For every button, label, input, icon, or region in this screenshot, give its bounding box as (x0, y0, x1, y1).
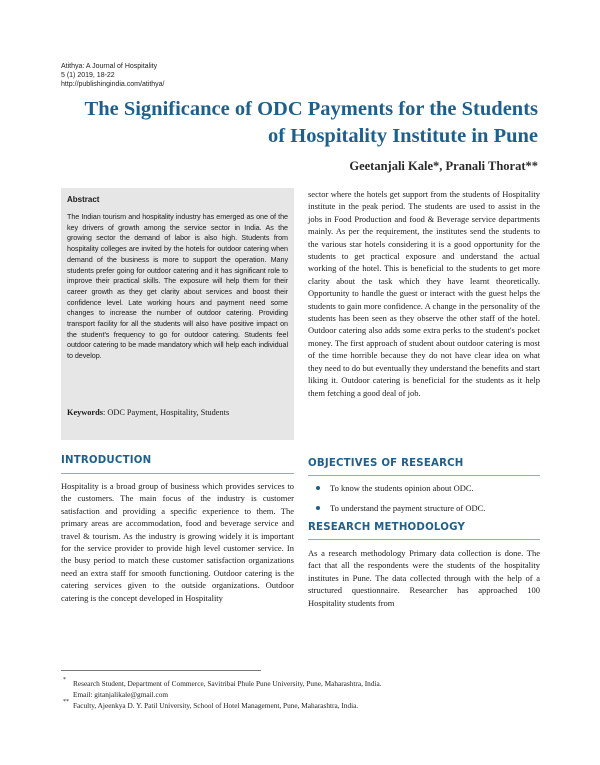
author-list: Geetanjali Kale*, Pranali Thorat** (349, 159, 538, 173)
keywords-text: : ODC Payment, Hospitality, Students (102, 408, 230, 417)
introduction-heading: INTRODUCTION (61, 455, 152, 466)
journal-info (61, 62, 165, 89)
body-text-right: sector where the hotels get support from the students of Hospitality institute in the peak period. The students are used to assist in the jobs in Food Production and food & Beverage service departments mainly. As per the requirement, the institutes send the students to the various star hotels considering it is a good opportunity for the students to get practical exposure and understand the actual working of the hotel. This is beneficial to the students to get more clarity about the task which they have learnt theoretically. Opportunity to handle the guest or interact with the guest helps the students to gain more confidence. A change in the personality of the students has been seen as they observe the other staff of the hotel. Outdoor catering also adds some extra perks to the student's pocket money. The first approach of student about outdoor catering is most of the time horrible because they do not have clear idea on what they need to do but eventually they understand the benefits and start liking it. Outdoor catering is beneficial for the students as it help them fetching a good deal of job. (308, 189, 540, 398)
methodology-text: As a research methodology Primary data collection is done. The fact that all the respondents were the students of the hospitality institutes in Pune. The data collected through with the help of a structured questionnaire. Researcher has approached 100 Hospitality students from (308, 548, 540, 608)
methodology-heading: RESEARCH METHODOLOGY (308, 522, 466, 533)
methodology-rule (308, 539, 540, 540)
footnote-author-1 (61, 678, 541, 689)
journal-url[interactable]: http://publishingindia.com/atithya/ (61, 81, 165, 88)
footnote-author-2 (61, 700, 541, 711)
objectives-list (310, 482, 540, 522)
footnote-email (61, 689, 541, 700)
abstract-heading: Abstract (67, 195, 100, 204)
footnote-text: Research Student, Department of Commerce, Savitribai Phule Pune University, Pune, Maharashtra, India. (73, 679, 382, 688)
keywords (67, 408, 229, 417)
abstract-text: The Indian tourism and hospitality industry has emerged as one of the key drivers of growth among the service sector in India. As the growing sector the demand of labor is also high. Students from hospitality colleges are invited by the hotels for outdoor catering when demand of the business is more to support the operation. Many students prefer going for outdoor catering and it has significant role to improve their practical skills. The exposure will help them for their career growth as they get clarity about services and boost their confidence level. Late working hours and payment need some changes to increase the number of outdoor catering. Providing transport facility for all the students will also have positive impact on the student's frequency to go for outdoor catering. Students feel outdoor catering to be made mandatory which will help each individual to develop. (67, 212, 288, 361)
introduction-rule (61, 473, 294, 474)
objectives-rule (308, 475, 540, 476)
abstract-box (61, 188, 294, 440)
footnote-text: Faculty, Ajeenkya D. Y. Patil University, School of Hotel Management, Pune, Maharashtra, India. (73, 701, 359, 710)
introduction-text: Hospitality is a broad group of business which provides services to the customers. The main focus of the industry is customer satisfaction and providing a specific experience to them. The primary areas are accommodation, food and beverage service and travel & tourism. As the industry is growing widely it is important for the service provider to provide high level customer service. In the busy period to match these customer satisfaction organizations need an extra staff for smooth functioning. Outdoor catering is the catering services given to the outside organizations. Outdoor catering is the concept developed in Hospitality (61, 481, 294, 603)
keywords-label: Keywords (67, 408, 103, 417)
objective-item: To understand the payment structure of ODC. (310, 502, 540, 522)
footnote-text[interactable]: Email: gitanjalikale@gmail.com (73, 690, 169, 699)
footnote-rule (61, 670, 261, 671)
journal-name: Atithya: A Journal of Hospitality (61, 63, 158, 70)
journal-issue: 5 (1) 2019, 18-22 (61, 72, 115, 79)
footnote-mark: * (63, 677, 66, 683)
objective-item: To know the students opinion about ODC. (310, 482, 540, 502)
paper-title: The Significance of ODC Payments for the Students of Hospitality Institute in Pune (84, 98, 538, 147)
footnote-mark: ** (63, 699, 69, 705)
footnotes (61, 678, 541, 711)
objectives-heading: OBJECTIVES OF RESEARCH (308, 458, 464, 469)
